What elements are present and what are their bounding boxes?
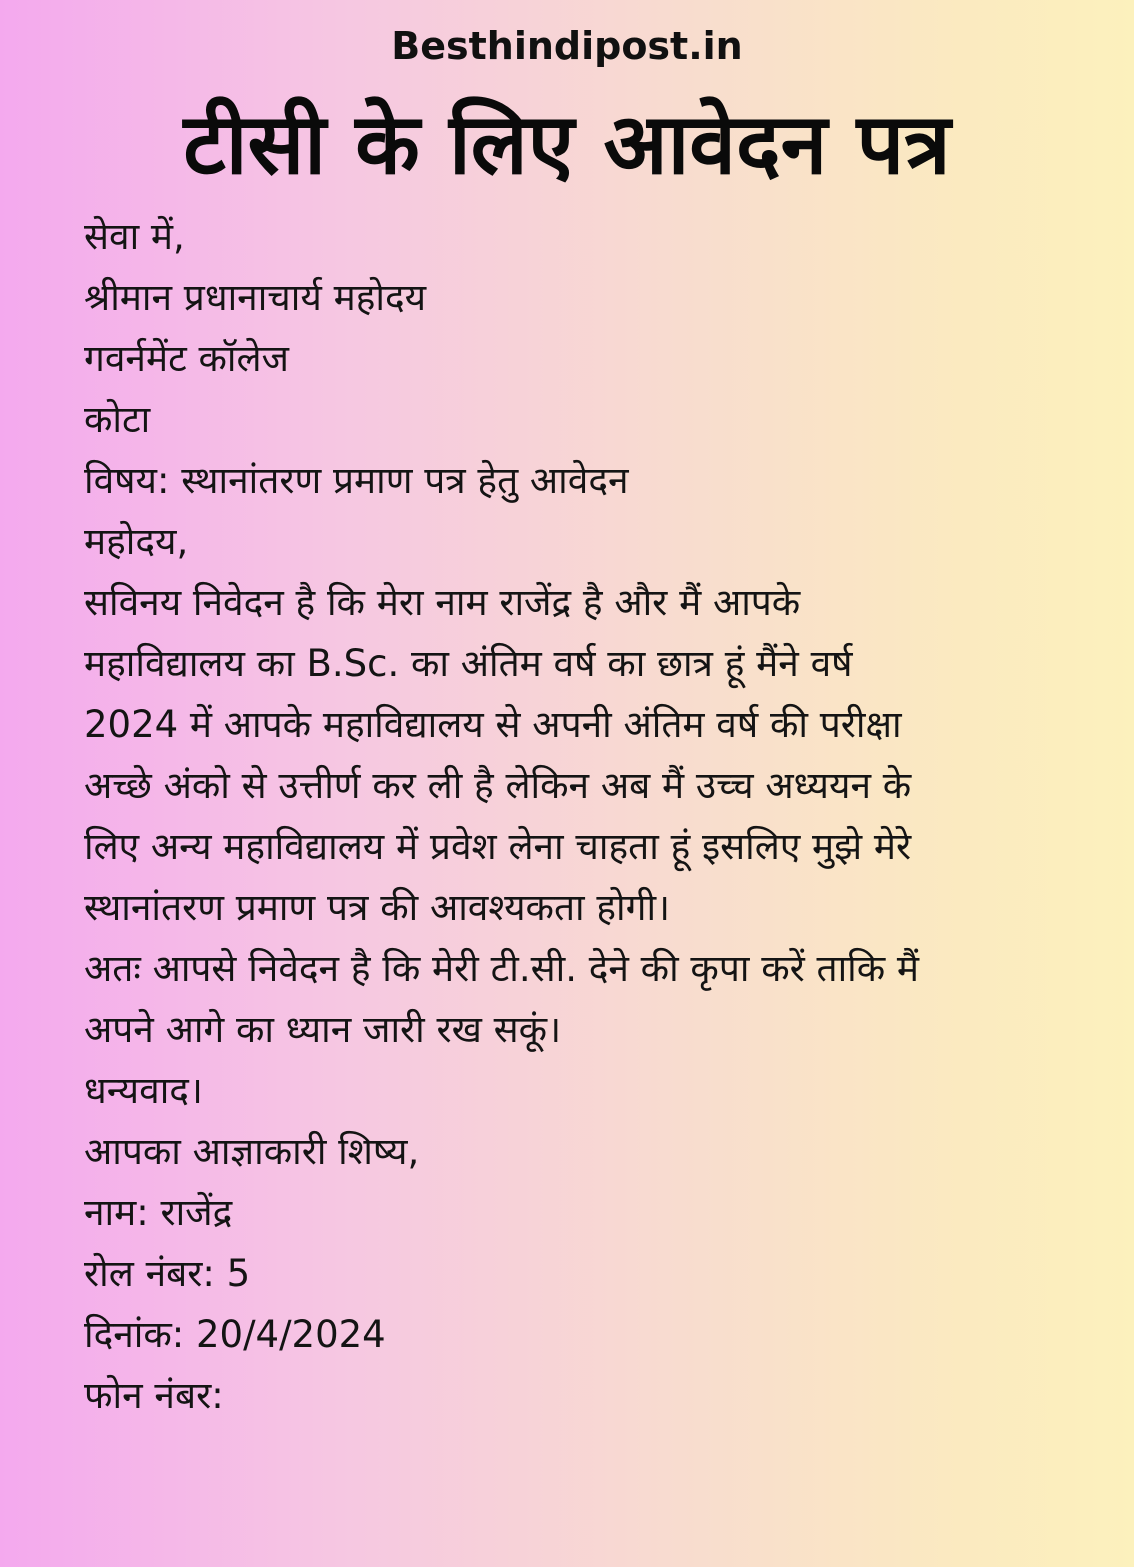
letter-roll-number: रोल नंबर: 5 (84, 1252, 251, 1295)
letter-line: धन्यवाद। (84, 1069, 203, 1112)
letter-line: अपने आगे का ध्यान जारी रख सकूं। (84, 1008, 562, 1051)
letter-name: नाम: राजेंद्र (84, 1191, 233, 1234)
letter-line: सेवा में, (84, 215, 185, 258)
letter-line: गवर्नमेंट कॉलेज (84, 337, 290, 380)
letter-phone: फोन नंबर: (84, 1374, 224, 1417)
letter-line: कोटा (84, 398, 151, 441)
letter-line: लिए अन्य महाविद्यालय में प्रवेश लेना चाहता हूं इसलिए मुझे मेरे (84, 825, 912, 868)
letter-line: आपका आज्ञाकारी शिष्य, (84, 1130, 420, 1173)
letter-line: श्रीमान प्रधानाचार्य महोदय (84, 276, 427, 319)
letter-body (84, 206, 1084, 1426)
letter-line: महाविद्यालय का B.Sc. का अंतिम वर्ष का छात्र हूं मैंने वर्ष (84, 642, 853, 685)
letter-line: अतः आपसे निवेदन है कि मेरी टी.सी. देने की कृपा करें ताकि मैं (84, 947, 920, 990)
page-title: टीसी के लिए आवेदन पत्र (183, 95, 951, 193)
site-name: Besthindipost.in (391, 24, 743, 68)
letter-line: सविनय निवेदन है कि मेरा नाम राजेंद्र है और मैं आपके (84, 581, 801, 624)
letter-line: स्थानांतरण प्रमाण पत्र की आवश्यकता होगी। (84, 886, 671, 929)
letter-date: दिनांक: 20/4/2024 (84, 1313, 386, 1356)
letter-subject: विषय: स्थानांतरण प्रमाण पत्र हेतु आवेदन (84, 459, 629, 502)
letter-line: अच्छे अंको से उत्तीर्ण कर ली है लेकिन अब मैं उच्च अध्ययन के (84, 764, 912, 807)
letter-line: 2024 में आपके महाविद्यालय से अपनी अंतिम वर्ष की परीक्षा (84, 703, 902, 746)
letter-line: महोदय, (84, 520, 189, 563)
